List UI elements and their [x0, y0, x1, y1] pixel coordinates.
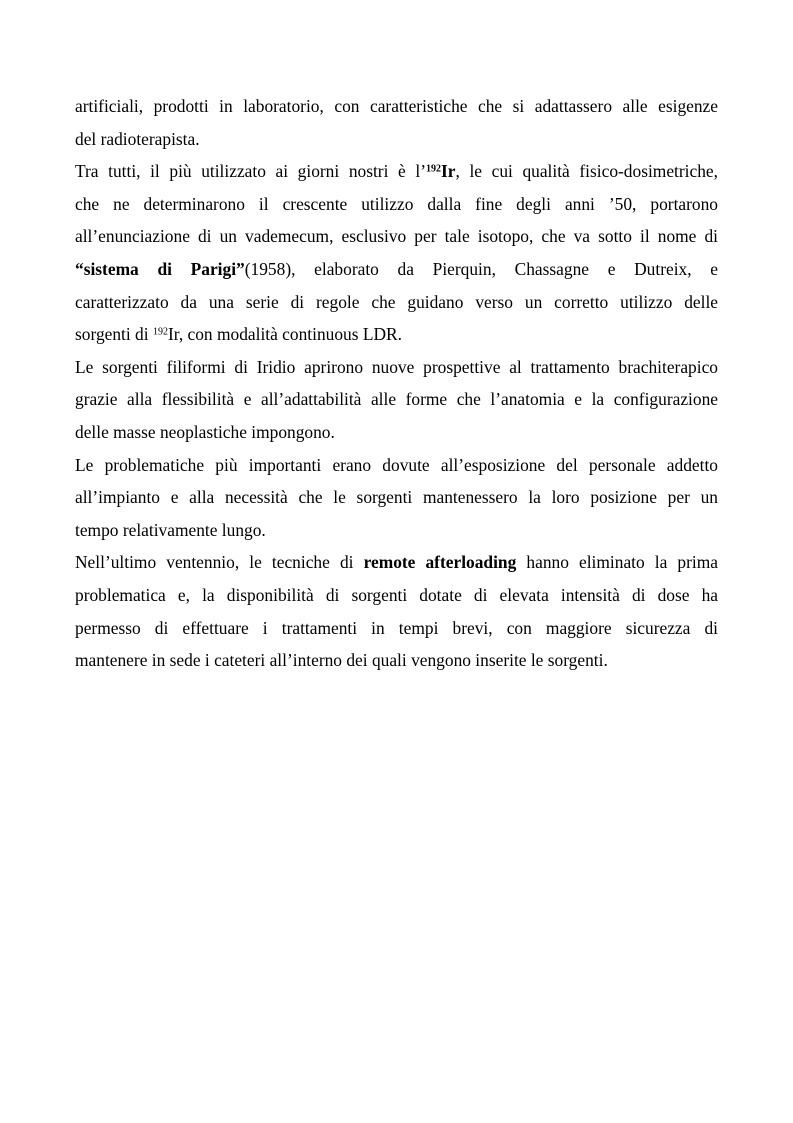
text-run: Le sorgenti filiformi di Iridio aprirono nuove prospettive al trattamento brachiterapico: [75, 356, 718, 377]
text-line: [75, 220, 718, 253]
text-line: [75, 383, 718, 416]
text-line: [75, 351, 718, 384]
text-line: [75, 644, 718, 677]
text-line: [75, 253, 718, 286]
bold-text: Ir: [440, 161, 456, 182]
bold-text: remote afterloading: [363, 552, 517, 573]
text-line: [75, 416, 718, 449]
text-run: Le problematiche più importanti erano dovute all’esposizione del personale addetto: [75, 454, 718, 475]
bold-text: “sistema di Parigi”: [75, 258, 245, 279]
superscript: 192: [152, 326, 168, 338]
text-line: [75, 123, 718, 156]
text-run: tempo relativamente lungo.: [75, 519, 266, 540]
text-line: [75, 155, 718, 188]
text-line: [75, 514, 718, 547]
text-line: [75, 579, 718, 612]
text-line: [75, 188, 718, 221]
text-line: [75, 90, 718, 123]
text-run: Nell’ultimo ventennio, le tecniche di: [75, 552, 364, 573]
text-line: [75, 318, 718, 351]
paragraph: [75, 449, 718, 547]
paragraph: [75, 351, 718, 449]
paragraph: [75, 155, 718, 351]
text-line: [75, 546, 718, 579]
text-line: [75, 481, 718, 514]
text-run: caratterizzato da una serie di regole che guidano verso un corretto utilizzo delle: [75, 291, 718, 312]
text-run: , le cui qualità fisico-dosimetriche,: [455, 161, 718, 182]
text-run: problematica e, la disponibilità di sorgenti dotate di elevata intensità di dose ha: [75, 584, 718, 605]
text-run: all’enunciazione di un vademecum, esclusivo per tale isotopo, che va sotto il nome di: [75, 226, 718, 247]
text-run: mantenere in sede i cateteri all’interno dei quali vengono inserite le sorgenti.: [75, 650, 608, 671]
text-run: hanno eliminato la prima: [516, 552, 718, 573]
text-line: [75, 286, 718, 319]
text-run: Tra tutti, il più utilizzato ai giorni nostri è l’: [75, 161, 426, 182]
text-run: Ir, con modalità continuous LDR.: [167, 324, 402, 345]
body-text: [75, 90, 718, 677]
paragraph: [75, 90, 718, 155]
text-run: che ne determinarono il crescente utilizzo dalla fine degli anni ’50, portarono: [75, 193, 718, 214]
text-run: delle masse neoplastiche impongono.: [75, 421, 335, 442]
text-run: permesso di effettuare i trattamenti in tempi brevi, con maggiore sicurezza di: [75, 617, 718, 638]
paragraph: [75, 546, 718, 676]
text-run: (1958), elaborato da Pierquin, Chassagne e Dutreix, e: [244, 258, 719, 279]
text-line: [75, 449, 718, 482]
text-run: all’impianto e alla necessità che le sorgenti mantenessero la loro posizione per un: [75, 487, 718, 508]
text-run: grazie alla flessibilità e all’adattabilità alle forme che l’anatomia e la configurazione: [75, 389, 718, 410]
text-run: artificiali, prodotti in laboratorio, con caratteristiche che si adattassero alle esigenze: [75, 96, 718, 116]
superscript: 192: [425, 163, 441, 175]
text-run: sorgenti di: [75, 324, 153, 345]
text-run: del radioterapista.: [75, 128, 200, 149]
text-line: [75, 612, 718, 645]
